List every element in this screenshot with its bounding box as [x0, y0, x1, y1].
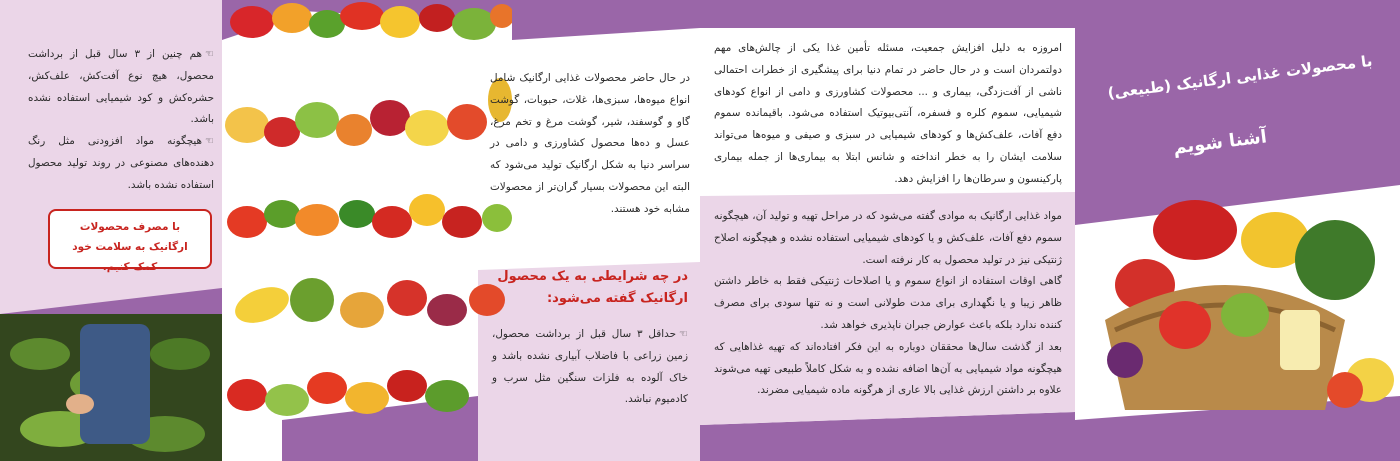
intro-paragraph: امروزه به دلیل افزایش جمعیت، مسئله تأمین غذا یکی از چالش‌های مهم دولتمردان است و در حال حاضر در تمام دنیا برای پیشگیری از خطرات احتمالی ناشی از آفت‌زدگی، بیماری و ... محصولات کشاورزی و دامی از انواع کودهای شیمیایی، سموم کلره و فسفره، آنتی‌بیوتیک استفاده می‌شود. باقیمانده سموم دفع آفات، علف‌کش‌ها و کودهای شیمیایی در سبزی و صیفی و میوه‌ها می‌تواند سلامت ایشان را به خطر انداخته و شانس ابتلا به بیماری‌ها از جمله بیماری پارکینسون و سرطان‌ها را افزایش دهد. — [714, 42, 1062, 185]
left-bullet-text: هم چنین از ۳ سال قبل از برداشت محصول، هیچ نوع آفت‌کش، علف‌کش، حشره‌کش و کود شیمیایی استفاده نشده باشد. — [28, 48, 214, 126]
conditions-heading-line-1: در چه شرایطی به یک محصول — [497, 269, 688, 284]
left-bullet-item — [28, 131, 214, 196]
conditions-bullet — [492, 324, 688, 411]
definition-paragraph: بعد از گذشت سال‌ها محققان دوباره به این فکر افتاده‌اند که تهیه غذاهایی که هیچگونه مواد شیمیایی به آن‌ها اضافه نشده و به شکل کاملاً طبیعی تهیه می‌شوند علاوه بر داشتن ارزش غذایی بالا عاری از هرگونه ماده شیمیایی مضرند. — [714, 340, 1062, 397]
center-top-purple — [512, 0, 1075, 40]
produce-strips-image — [222, 0, 512, 461]
current-paragraph: در حال حاضر محصولات غذایی ارگانیک شامل انواع میوه‌ها، سبزی‌ها، غلات، حبوبات، گوشت گاو و گوسفند، شیر، گوشت مرغ و تخم مرغ، عسل و ده‌ها محصول کشاورزی و دامی در سراسر دنیا به شکل ارگانیک تولید می‌شود که البته این محصولات بسیار گران‌تر از محصولات مشابه خود هستند. — [490, 72, 690, 215]
definition-paragraph: گاهی اوقات استفاده از انواع سموم و یا اصلاحات ژنتیکی فقط به خاطر داشتن ظاهر زیبا و یا نگهداری برای مدت طولانی است و نه تنها سودی برای مصرف کننده ندارد بلکه باعث عوارض جبران ناپذیری خواهد شد. — [714, 275, 1062, 331]
callout-box: با مصرف محصولات ارگانیک به سلامت خود کمک کنیم. — [48, 209, 212, 269]
definition-text — [714, 206, 1062, 402]
field-photo-image — [0, 314, 222, 461]
definition-paragraph: مواد غذایی ارگانیک به موادی گفته می‌شود که در مراحل تهیه و تولید آن، هیچگونه سموم دفع آفات، علف‌کش و یا کودهای شیمیایی استفاده نشده و هیچگونه اصلاح ژنتیکی نیز در تولید محصول به کار نرفته است. — [714, 210, 1062, 266]
left-bullet-item — [28, 44, 214, 131]
basket-photo-image — [1075, 190, 1400, 420]
conditions-heading-line-2: ارگانیک گفته می‌شود: — [546, 291, 688, 306]
left-bullet-text: هیچگونه مواد افزودنی مثل رنگ دهنده‌های مصنوعی در روند تولید محصول استفاده نشده باشد. — [28, 135, 214, 191]
conditions-bullet-text: حداقل ۳ سال قبل از برداشت محصول، زمین زراعی با فاضلاب آبیاری نشده باشد و خاک آلوده به فلزات سنگین مثل سرب و کادمیوم نباشد. — [492, 328, 688, 406]
conditions-heading — [488, 266, 688, 310]
pointing-hand-icon — [202, 135, 214, 147]
pointing-hand-icon — [202, 48, 214, 60]
produce-strip-1 — [230, 2, 512, 40]
headline-line-1: با محصولات غذایی ارگانیک (طبیعی) — [1106, 51, 1374, 103]
produce-strip-5 — [227, 370, 469, 416]
produce-strip-3 — [227, 194, 512, 238]
headline-line-2: آشنا شویم — [1172, 126, 1268, 159]
pointing-hand-icon — [676, 328, 688, 340]
produce-strip-2 — [225, 78, 512, 147]
left-bullets — [28, 44, 214, 197]
produce-strip-4 — [230, 278, 505, 330]
headline-block — [1090, 50, 1390, 190]
